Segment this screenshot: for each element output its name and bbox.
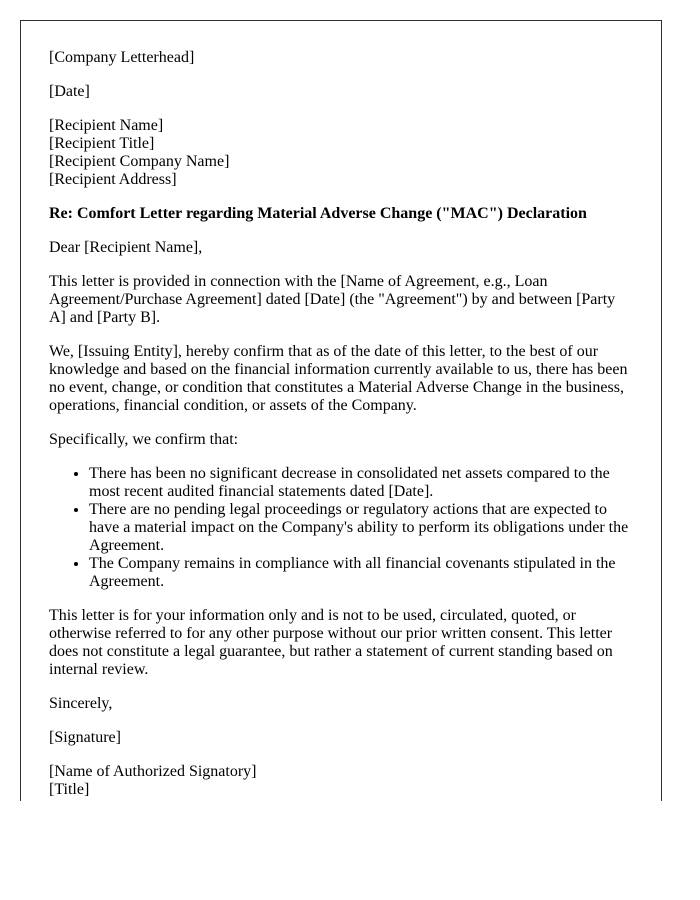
disclaimer-paragraph: This letter is for your information only and is not to be used, circulated, quoted, or otherwise referred to for any other purpose without our prior written consent. This letter does not constitute a legal guarantee, but rather a statement of current standing based on internal review. (49, 607, 613, 678)
recipient-title-line: [Recipient Title] (49, 135, 155, 152)
confirmation-paragraph: We, [Issuing Entity], hereby confirm that as of the date of this letter, to the best of our knowledge and based on the financial information currently available to us, there has been no event, change, or condition that constitutes a Material Adverse Change in the business, operations, financial condition, or assets of the Company. (49, 343, 628, 414)
specifics-intro: Specifically, we confirm that: (49, 431, 239, 448)
intro-paragraph: This letter is provided in connection with the [Name of Agreement, e.g., Loan Agreement/Purchase Agreement] dated [Date] (the "Agreement") by and between [Party A] and [Party B]. (49, 273, 616, 326)
confirmation-list-item: • There has been no significant decrease in consolidated net assets compared to the most recent audited financial statements dated [Date]. (89, 465, 633, 501)
signatory-block (49, 763, 633, 799)
salutation: Dear [Recipient Name], (49, 239, 203, 256)
subject-line: Re: Comfort Letter regarding Material Adverse Change ("MAC") Declaration (49, 205, 587, 222)
date-line: [Date] (49, 83, 90, 100)
confirmation-list-item: • The Company remains in compliance with all financial covenants stipulated in the Agreement. (89, 555, 633, 591)
recipient-block (49, 117, 633, 189)
recipient-address-line: [Recipient Address] (49, 171, 177, 188)
company-letterhead: [Company Letterhead] (49, 49, 195, 66)
recipient-company-line: [Recipient Company Name] (49, 153, 230, 170)
signatory-name: [Name of Authorized Signatory] (49, 763, 257, 780)
confirmation-list-item: • There are no pending legal proceedings or regulatory actions that are expected to have a material impact on the Company's ability to perform its obligations under the Agreement. (89, 501, 633, 555)
confirmation-list (49, 465, 633, 591)
sign-off: Sincerely, (49, 695, 113, 712)
recipient-name-line: [Recipient Name] (49, 117, 164, 134)
signatory-title: [Title] (49, 781, 90, 798)
letter-page (20, 20, 662, 801)
signature-placeholder: [Signature] (49, 729, 121, 746)
